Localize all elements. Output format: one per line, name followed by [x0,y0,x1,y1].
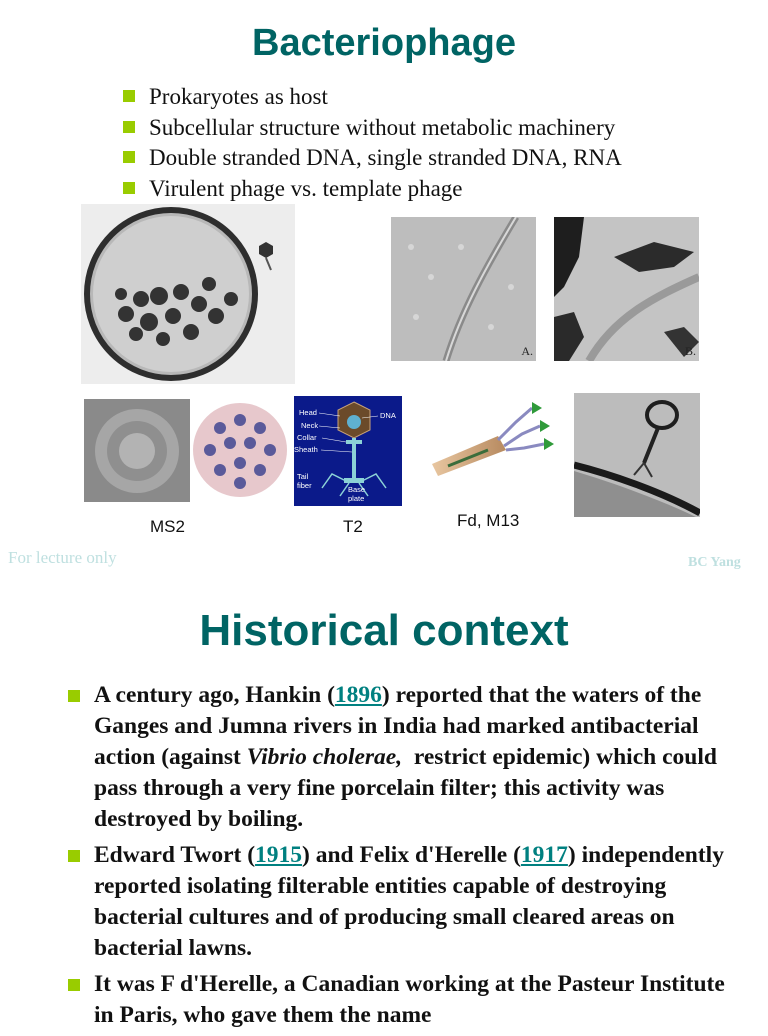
t2-label-neck: Neck [301,421,319,430]
ms2-capsid-model [190,398,290,502]
em-photo-infected-cell [81,204,295,384]
t2-label-dna: DNA [380,411,396,420]
text-run: ) reported that the waters of the Ganges and Jumna rivers in India had marked antibacterial action (against [94,682,702,770]
t2-label-base: Base [348,485,366,494]
fd-m13-model [428,398,558,480]
year-link-1896[interactable]: 1896 [334,682,382,708]
footer-lecture-note: For lecture only [8,548,117,567]
year-link-1915[interactable]: 1915 [255,842,303,868]
em-photo-phage-attached [574,393,700,517]
caption-t2: T2 [343,517,363,536]
bullet-list-history [68,680,748,1036]
em-photo-ms2 [84,399,190,502]
t2-label-collar: Collar [297,433,317,442]
caption-fd-m13: Fd, M13 [457,511,520,530]
panel-b-label: B. [684,344,696,358]
year-link-1917[interactable]: 1917 [520,842,568,868]
text-run: Edward Twort ( [94,842,256,868]
t2-label-head: Head [299,408,317,417]
slide-title-bacteriophage: Bacteriophage [252,22,516,64]
bullet-item-dherelle: It was F d'Herelle, a Canadian working at the Pasteur Institute in Paris, who gave them the name [68,969,748,1031]
bullet-item: Virulent phage vs. template phage [123,174,743,205]
text-run: ) and Felix d'Herelle ( [302,842,521,868]
bullet-item: Double stranded DNA, single stranded DNA, RNA [123,143,743,174]
bullet-item: Subcellular structure without metabolic machinery [123,113,743,144]
slide-title-historical-context: Historical context [199,606,569,655]
footer-author: BC Yang [688,555,741,570]
species-name: Vibrio cholerae, [246,744,403,770]
bullet-list-bacteriophage [123,82,743,204]
t2-label-tail: Tail [297,472,309,481]
t2-label-sheath: Sheath [294,445,318,454]
t2-label-fiber: fiber [297,481,312,490]
text-run: restrict epidemic) which could pass through a very fine porcelain filter; this activity was destroyed by boiling. [94,744,723,832]
em-photo-panel-a [391,217,536,361]
caption-ms2: MS2 [150,517,185,536]
t2-structure-diagram [294,396,402,506]
bullet-item-hankin [68,680,748,835]
em-photo-panel-b [554,217,699,361]
text-run: ) independently reported isolating filterable entities capable of destroying bacterial cultures and of producing small cleared areas on bacterial lawns. [94,842,724,961]
bullet-item: Prokaryotes as host [123,82,743,113]
panel-a-label: A. [521,344,533,358]
bullet-item-twort [68,840,748,964]
t2-label-plate: plate [348,494,365,503]
text-run: A century ago, Hankin ( [94,682,335,708]
